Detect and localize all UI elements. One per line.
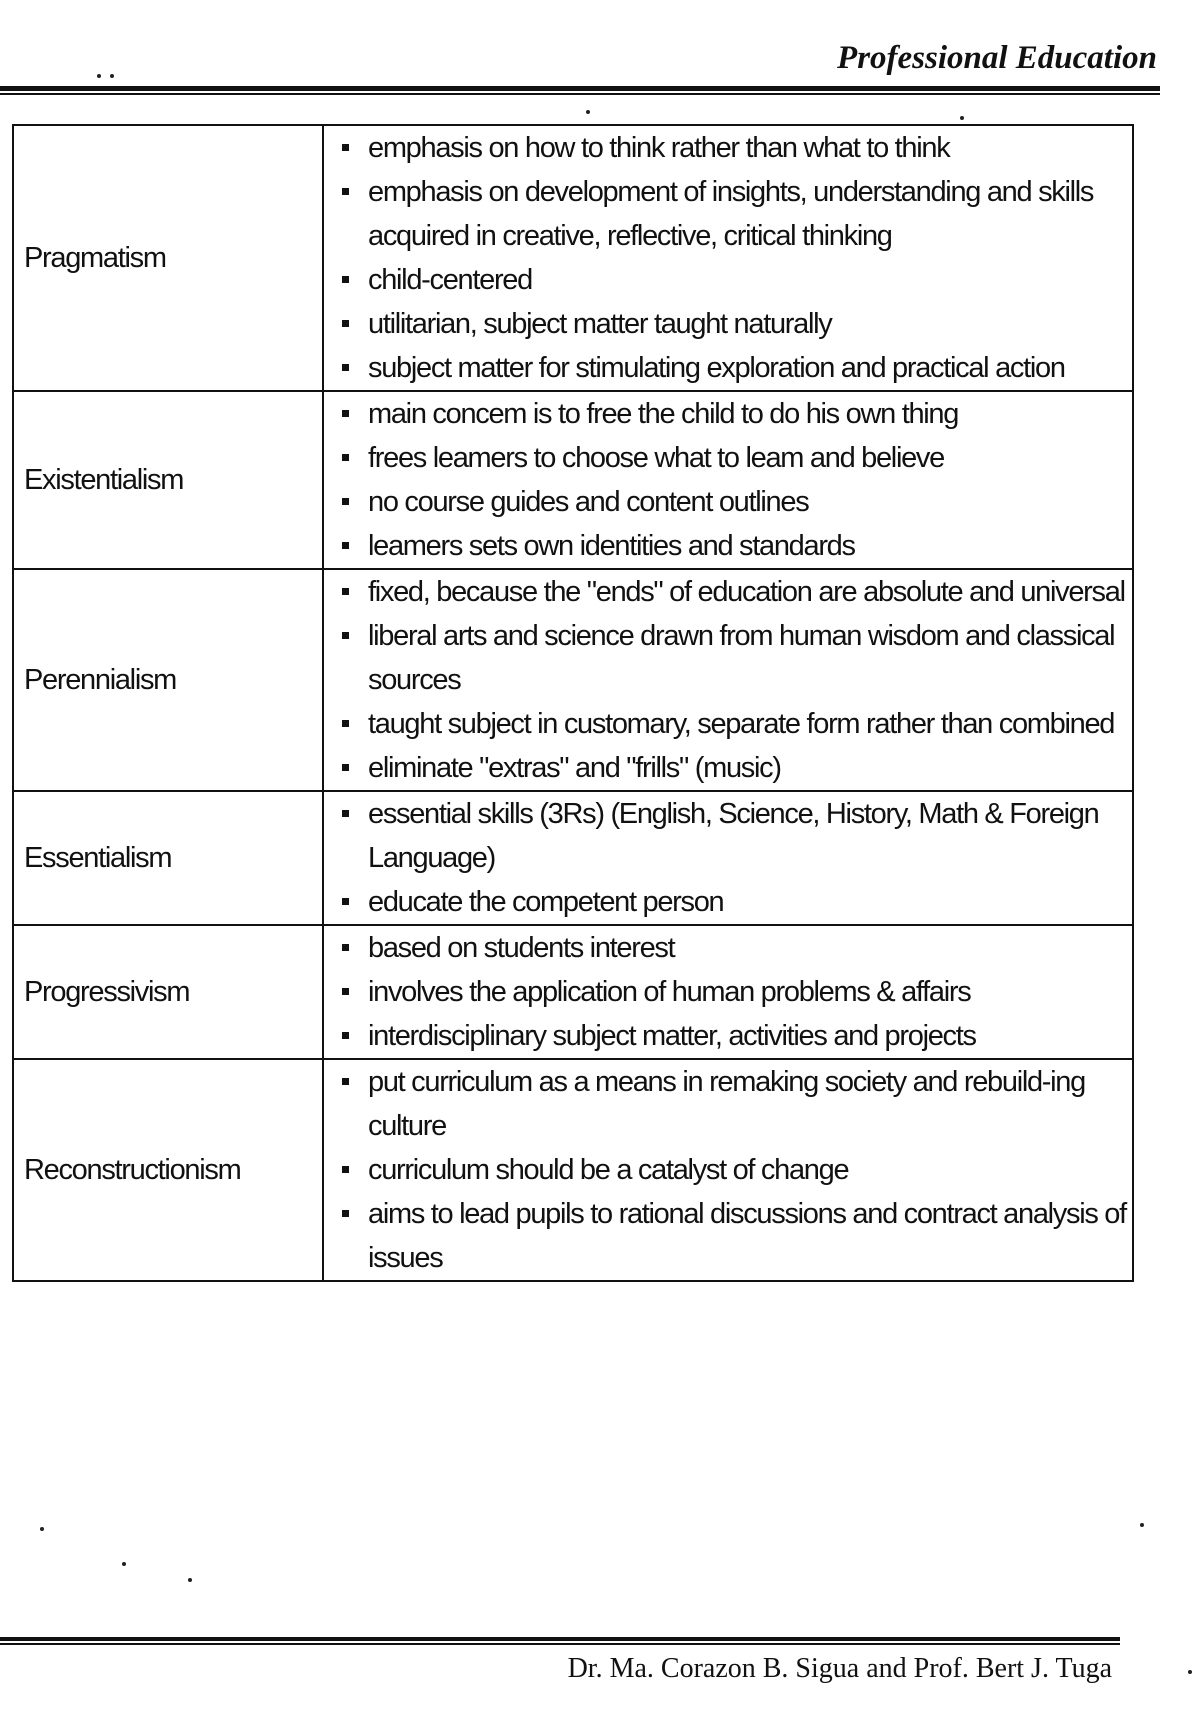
philosophy-name: Reconstructionism <box>13 1059 323 1281</box>
bullet-item: frees leamers to choose what to leam and believe <box>332 436 1126 480</box>
bullet-list <box>332 126 1126 390</box>
table-row <box>13 391 1133 569</box>
bullet-item: main concem is to free the child to do his own thing <box>332 392 1126 436</box>
bullet-item: emphasis on development of insights, understanding and skills acquired in creative, reflective, critical thinking <box>332 170 1126 258</box>
philosophy-characteristics <box>323 1059 1133 1281</box>
table-row <box>13 1059 1133 1281</box>
table-row <box>13 791 1133 925</box>
philosophy-name: Progressivism <box>13 925 323 1059</box>
philosophy-name: Existentialism <box>13 391 323 569</box>
footer-divider-thin <box>0 1643 1120 1645</box>
scan-speck <box>97 74 101 78</box>
bullet-item: eliminate "extras" and "frills" (music) <box>332 746 1126 790</box>
scan-speck <box>586 110 590 114</box>
table-row <box>13 925 1133 1059</box>
philosophy-characteristics <box>323 569 1133 791</box>
scan-speck <box>110 74 114 78</box>
scan-speck <box>122 1562 126 1566</box>
scan-speck <box>1140 1523 1144 1527</box>
bullet-item: essential skills (3Rs) (English, Science, History, Math & Foreign Language) <box>332 792 1126 880</box>
header-divider <box>0 86 1160 91</box>
bullet-item: subject matter for stimulating exploration and practical action <box>332 346 1126 390</box>
bullet-item: emphasis on how to think rather than what to think <box>332 126 1126 170</box>
bullet-item: put curriculum as a means in remaking society and rebuild-ing culture <box>332 1060 1126 1148</box>
bullet-item: aims to lead pupils to rational discussions and contract analysis of issues <box>332 1192 1126 1280</box>
philosophy-characteristics <box>323 791 1133 925</box>
bullet-item: educate the competent person <box>332 880 1126 924</box>
bullet-list <box>332 392 1126 568</box>
philosophy-name: Pragmatism <box>13 125 323 391</box>
header-divider-thin <box>0 93 1160 95</box>
bullet-item: no course guides and content outlines <box>332 480 1126 524</box>
footer-credit: Dr. Ma. Corazon B. Sigua and Prof. Bert J. Tuga <box>567 1653 1112 1684</box>
bullet-list <box>332 792 1126 924</box>
table-row <box>13 125 1133 391</box>
philosophy-name: Essentialism <box>13 791 323 925</box>
philosophy-table-body <box>13 125 1133 1281</box>
scan-speck <box>40 1527 44 1531</box>
philosophy-characteristics <box>323 125 1133 391</box>
bullet-item: utilitarian, subject matter taught naturally <box>332 302 1126 346</box>
bullet-item: curriculum should be a catalyst of change <box>332 1148 1126 1192</box>
philosophy-characteristics <box>323 391 1133 569</box>
bullet-item: fixed, because the "ends" of education are absolute and universal <box>332 570 1126 614</box>
bullet-list <box>332 926 1126 1058</box>
bullet-list <box>332 570 1126 790</box>
bullet-item: interdisciplinary subject matter, activities and projects <box>332 1014 1126 1058</box>
bullet-item: leamers sets own identities and standards <box>332 524 1126 568</box>
scan-speck <box>188 1578 192 1582</box>
bullet-item: involves the application of human problems & affairs <box>332 970 1126 1014</box>
bullet-list <box>332 1060 1126 1280</box>
table-row <box>13 569 1133 791</box>
scan-speck <box>960 116 964 120</box>
scan-speck <box>1188 1670 1192 1674</box>
philosophy-table-container <box>12 124 1134 1282</box>
page-header-title: Professional Education <box>837 40 1157 76</box>
philosophy-characteristics <box>323 925 1133 1059</box>
bullet-item: taught subject in customary, separate form rather than combined <box>332 702 1126 746</box>
philosophy-table <box>12 124 1134 1282</box>
philosophy-name: Perennialism <box>13 569 323 791</box>
bullet-item: liberal arts and science drawn from human wisdom and classical sources <box>332 614 1126 702</box>
footer-divider <box>0 1637 1120 1641</box>
bullet-item: child-centered <box>332 258 1126 302</box>
bullet-item: based on students interest <box>332 926 1126 970</box>
